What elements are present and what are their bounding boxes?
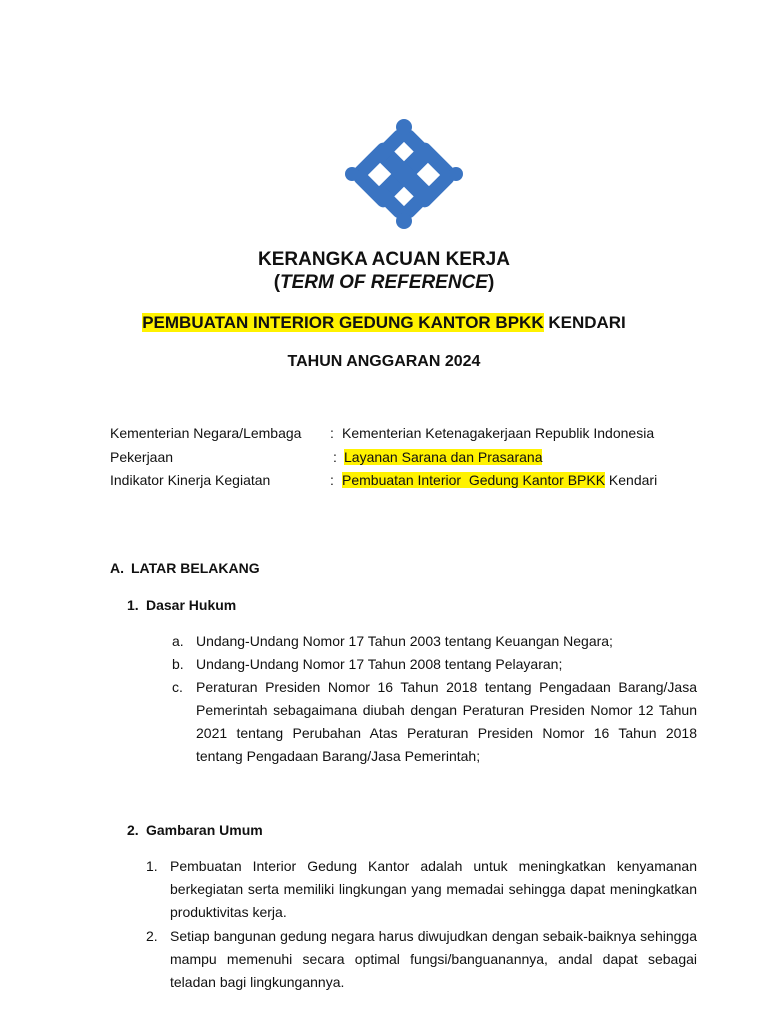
subsection-1-marker: 1.	[127, 597, 139, 613]
section-a-marker: A.	[110, 560, 124, 576]
info-label: Indikator Kinerja Kegiatan	[110, 472, 271, 488]
subsection-2-marker: 2.	[127, 822, 139, 838]
fiscal-year: TAHUN ANGGARAN 2024	[287, 353, 481, 370]
info-value-highlight: Pembuatan Interior Gedung Kantor BPKK	[342, 472, 606, 488]
list-item: Undang-Undang Nomor 17 Tahun 2003 tentang Keuangan Negara;	[196, 633, 613, 649]
info-sep: :	[330, 425, 334, 441]
info-value-highlight: Layanan Sarana dan Prasarana	[344, 449, 543, 465]
list-item: Undang-Undang Nomor 17 Tahun 2008 tentang Pelayaran;	[196, 656, 563, 672]
list-item: Peraturan Presiden Nomor 16 Tahun 2018 tentang Pengadaan Barang/Jasa Pemerintah sebagaimana diubah dengan Peraturan Presiden Nomor 12 Tahun 2021 tentang Perubahan Atas Peraturan Presiden Nomor 16 Tahun 2018 tentang Pengadaan Barang/Jasa Pemerintah;	[196, 679, 697, 764]
list-marker: c.	[172, 679, 183, 695]
subtitle-paren-open: (	[273, 272, 281, 293]
info-value-rest: Kendari	[605, 472, 658, 488]
subtitle-paren-close: )	[487, 272, 495, 293]
list-item: Setiap bangunan gedung negara harus diwujudkan dengan sebaik-baiknya sehingga mampu memenuhi secara optimal fungsi/banguanannya, andal dapat sebagai teladan bagi lingkungannya.	[170, 928, 697, 990]
info-value	[342, 472, 657, 488]
project-title-rest: KENDARI	[543, 313, 626, 332]
kemnaker-logo	[343, 118, 465, 230]
list-item: Pembuatan Interior Gedung Kantor adalah untuk meningkatkan kenyamanan berkegiatan serta memiliki lingkungan yang memadai sehingga dapat meningkatkan produktivitas kerja.	[170, 858, 697, 920]
subtitle-italic: TERM OF REFERENCE	[280, 272, 488, 293]
document-title: KERANGKA ACUAN KERJA	[258, 249, 510, 270]
project-title-highlight: PEMBUATAN INTERIOR GEDUNG KANTOR BPKK	[142, 313, 544, 332]
info-label: Pekerjaan	[110, 449, 174, 465]
list-marker: 1.	[146, 858, 158, 874]
info-sep: :	[330, 472, 334, 488]
info-label: Kementerian Negara/Lembaga	[110, 425, 302, 441]
project-title	[0, 313, 768, 333]
info-value	[342, 425, 654, 441]
info-value	[344, 449, 542, 465]
list-marker: 2.	[146, 928, 158, 944]
section-a-title: LATAR BELAKANG	[131, 560, 260, 576]
info-sep: :	[333, 449, 337, 465]
logo-graphic	[343, 118, 465, 230]
subsection-2-title: Gambaran Umum	[146, 822, 263, 838]
subsection-1-title: Dasar Hukum	[146, 597, 237, 613]
list-marker: b.	[172, 656, 184, 672]
list-marker: a.	[172, 633, 184, 649]
info-value-text: Kementerian Ketenagakerjaan Republik Indonesia	[342, 425, 655, 441]
document-subtitle	[0, 272, 768, 294]
